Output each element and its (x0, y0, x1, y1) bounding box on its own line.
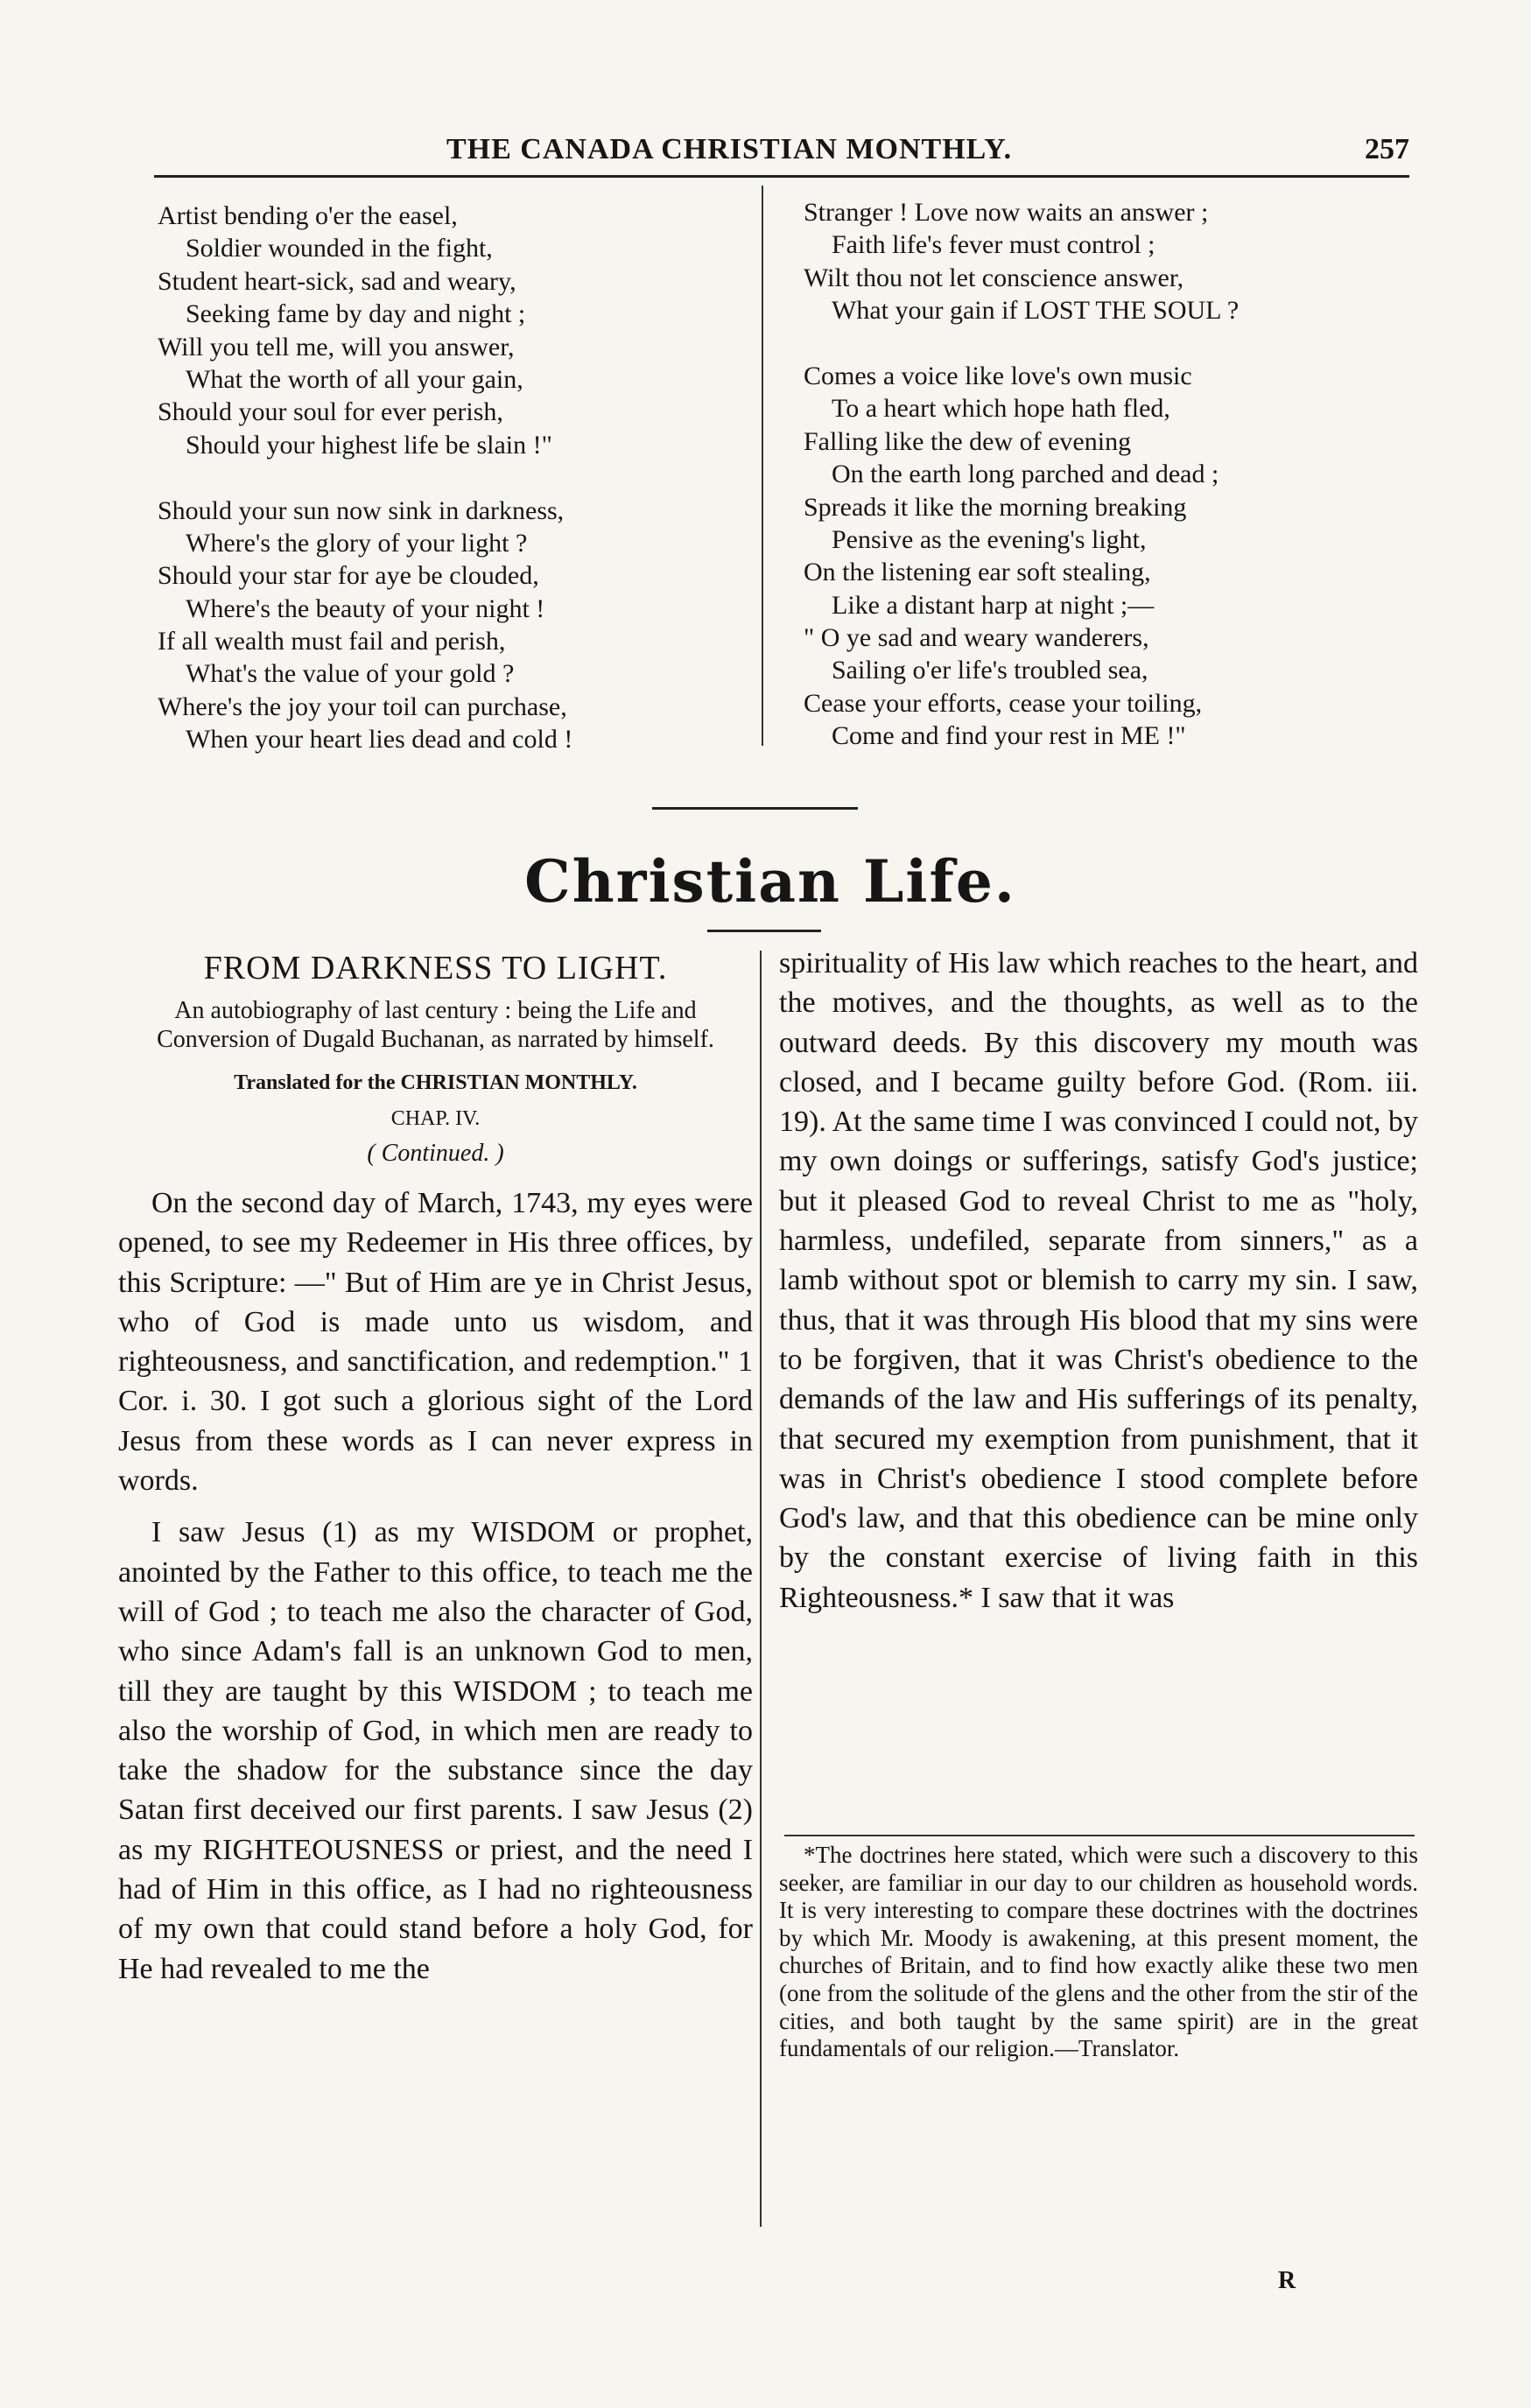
poem-line: On the earth long parched and dead ; (832, 460, 1219, 489)
chapter-label: CHAP. IV. (390, 1107, 481, 1130)
article-right-column (779, 944, 1418, 1618)
poem-line: Where's the joy your toil can purchase, (158, 692, 567, 721)
poem-line: Cease your efforts, cease your toiling, (804, 688, 1203, 718)
poem-line: Where's the glory of your light ? (186, 528, 528, 558)
paragraph-continued: spirituality of His law which reaches to the heart, and the motives, and the thoughts, as well as to the outward deeds. By this discovery my mouth was closed, and I became guilty before God. (Rom. iii. 19). At the same time I was convinced I could not, by my own doings or sufferings, satisfy God's justice; but it pleased God to reveal Christ to me as "holy, harmless, undefiled, separate from sinners," as a lamb without spot or blemish to carry my sin. I saw, thus, that it was through His blood that my sins were to be forgiven, that it was Christ's obedience to the demands of the law and His sufferings of its penalty, that secured my exemption from punishment, that it was in Christ's obedience I stood complete before God's law, and that this obedience can be mine only by the constant exercise of living faith in this Righteousness.* I saw that it was (779, 947, 1418, 1614)
poem-line: What's the value of your gold ? (186, 659, 515, 689)
poem-line: Should your star for aye be clouded, (158, 561, 539, 591)
translation-credit: Translated for the CHRISTIAN MONTHLY. (234, 1071, 637, 1094)
poem-line: Will you tell me, will you answer, (158, 332, 515, 362)
page-number: 257 (1365, 133, 1409, 165)
poem-line: Stranger ! Love now waits an answer ; (804, 198, 1209, 227)
poem-left-column (158, 200, 572, 756)
column-divider-article (760, 951, 762, 2227)
poem-line: When your heart lies dead and cold ! (186, 725, 573, 755)
running-title: THE CANADA CHRISTIAN MONTHLY. (446, 133, 1013, 165)
poem-line: Should your sun now sink in darkness, (158, 495, 565, 525)
footnote-rule (784, 1835, 1415, 1836)
poem-line: What the worth of all your gain, (186, 364, 523, 394)
footnote: *The doctrines here stated, which were such a discovery to this seeker, are familiar in our day to our children as household words. It is very interesting to compare these doctrines with the doctrines by which Mr. Moody is awakening, at this present moment, the churches of Britain, and to find how exactly alike these two men (one from the solitude of the glens and the other from the stir of the cities, and both taught by the same spirit) are in the great fundamentals of our religion.—Translator. (779, 1842, 1418, 2062)
poem-line: Come and find your rest in ME !" (832, 721, 1186, 751)
poem-line (804, 327, 1239, 360)
continued-label: ( Continued. ) (367, 1140, 504, 1167)
poem-line: Artist bending o'er the easel, (158, 201, 458, 230)
signature-mark: R (1278, 2267, 1296, 2294)
article-left-column (118, 945, 753, 1989)
paragraph-2: I saw Jesus (1) as my WISDOM or prophet, anointed by the Father to this office, to teach me the will of God ; to teach me also the character of God, who since Adam's fall is an unknown God to men, till they are taught by this WISDOM ; to teach me also the worship of God, in which men are ready to take the shadow for the substance since the day Satan first deceived our first parents. I saw Jesus (2) as my RIGHTEOUSNESS or priest, and the need I had of Him in this office, as I had no righteousness of my own that could stand before a holy God, for He had revealed to me the (118, 1516, 753, 1985)
poem-line: Faith life's fever must control ; (832, 230, 1155, 260)
poem-line: Pensive as the evening's light, (832, 524, 1147, 554)
poem-line: Where's the beauty of your night ! (186, 593, 545, 623)
poem-line: Sailing o'er life's troubled sea, (832, 656, 1148, 685)
section-rule (652, 807, 858, 810)
poem-line: Comes a voice like love's own music (804, 361, 1192, 390)
poem-line: If all wealth must fail and perish, (158, 627, 506, 656)
article-title: FROM DARKNESS TO LIGHT. (203, 950, 668, 986)
poem-line: Wilt thou not let conscience answer, (804, 263, 1184, 292)
poem-line: What your gain if LOST THE SOUL ? (832, 296, 1240, 326)
poem-line: To a heart which hope hath fled, (832, 394, 1170, 424)
poem-line: Spreads it like the morning breaking (804, 492, 1187, 522)
poem-line: Falling like the dew of evening (804, 426, 1132, 456)
poem-line: Like a distant harp at night ;— (832, 590, 1155, 620)
poem-right-column (804, 196, 1239, 753)
poem-line: Student heart-sick, sad and weary, (158, 266, 516, 296)
poem-line: Seeking fame by day and night ; (186, 299, 526, 329)
header-rule (154, 175, 1409, 178)
poem-line: Soldier wounded in the fight, (186, 234, 493, 263)
paragraph-1: On the second day of March, 1743, my eyes were opened, to see my Redeemer in His three offices, by this Scripture: —" But of Him are ye in Christ Jesus, who of God is made unto us wisdom, and righteousness, and sanctification, and redemption." 1 Cor. i. 30. I got such a glorious sight of the Lord Jesus from these words as I can never express in words. (118, 1187, 753, 1498)
title-rule (707, 930, 821, 932)
poem-line: Should your highest life be slain !" (186, 430, 552, 460)
article-subtitle: An autobiography of last century : being the Life and Conversion of Dugald Buchanan, as narrated by himself. (157, 997, 714, 1053)
section-title: Christian Life. (524, 847, 1016, 916)
column-divider (762, 186, 763, 746)
poem-line: Should your soul for ever perish, (158, 397, 503, 427)
poem-line: " O ye sad and weary wanderers, (804, 623, 1149, 653)
poem-line: On the listening ear soft stealing, (804, 558, 1151, 587)
running-head (149, 133, 1409, 177)
poem-line (158, 461, 572, 494)
